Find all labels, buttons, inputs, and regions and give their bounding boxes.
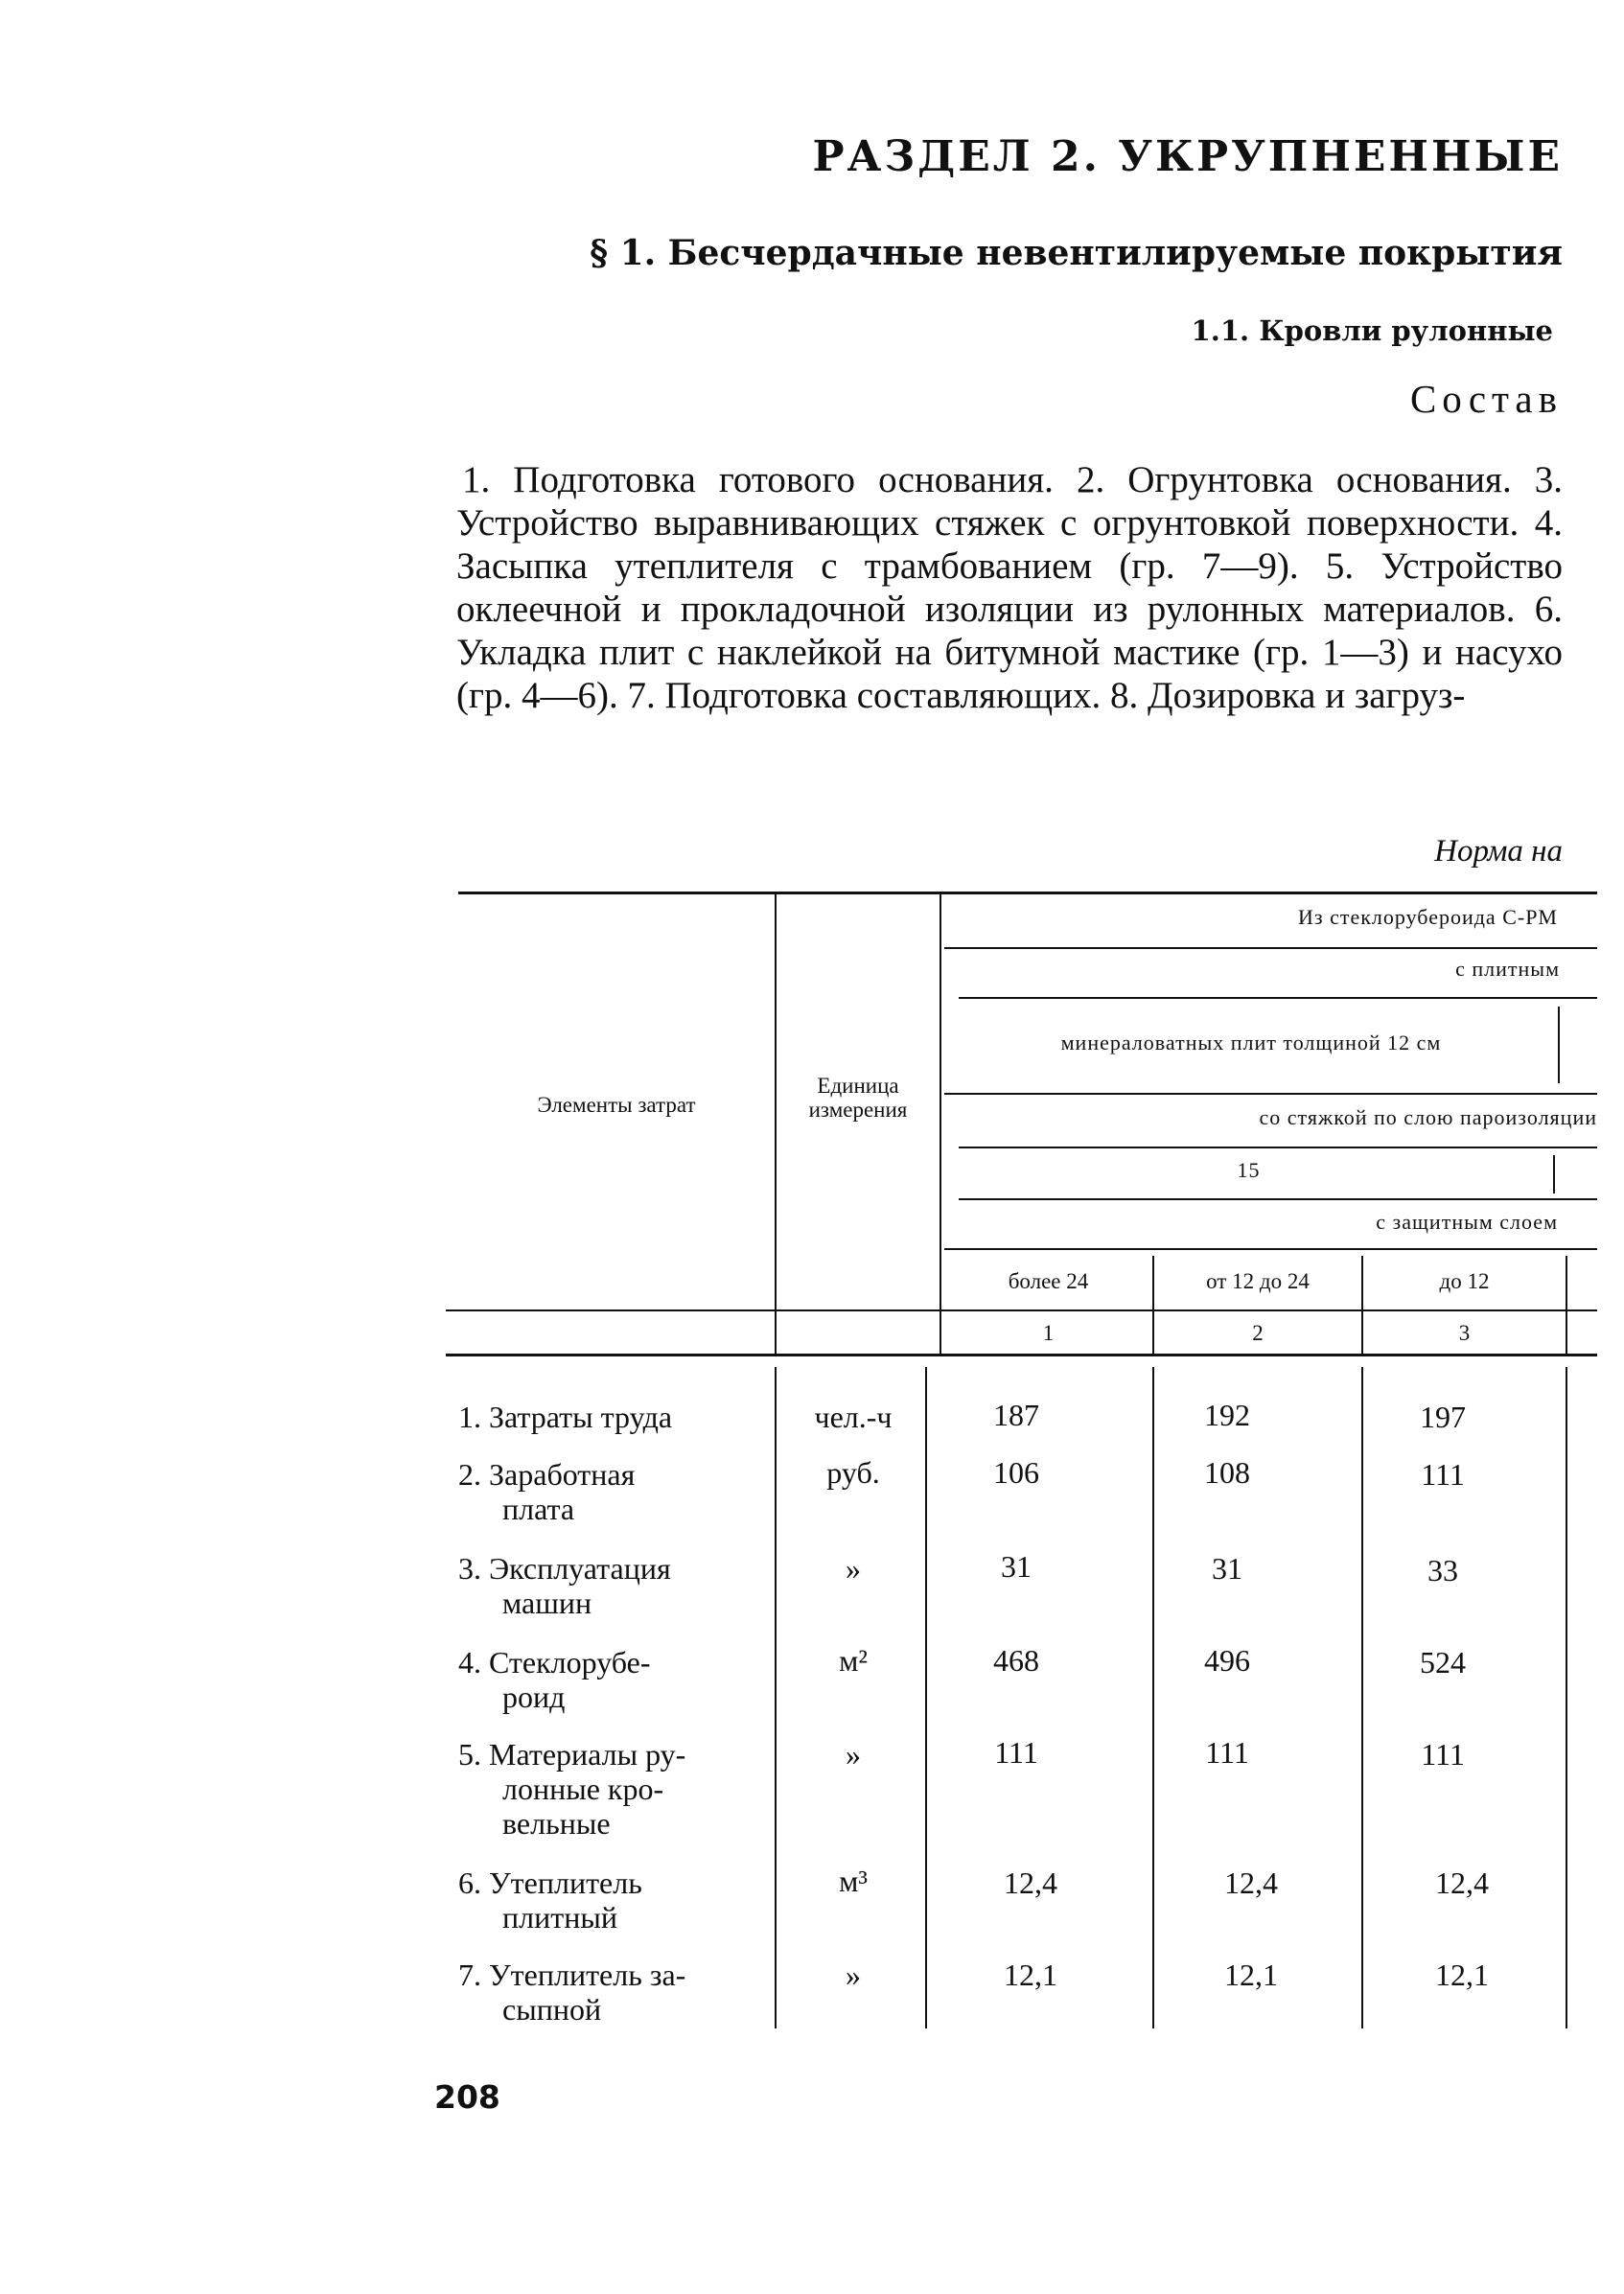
row-label-line: роид	[502, 1680, 566, 1714]
table-rule	[446, 1309, 1597, 1311]
table-cell-value: 111	[994, 1735, 1038, 1770]
table-cell-value: 111	[1205, 1735, 1249, 1770]
row-label-line: сыпной	[502, 1992, 602, 2027]
table-rule	[959, 997, 1597, 999]
table-row-label	[458, 1645, 746, 1714]
table-cell-unit: м²	[839, 1643, 868, 1678]
table-cell-value: 192	[1204, 1398, 1250, 1432]
norm-caption: Норма на	[1434, 834, 1563, 869]
subsection-title: 1.1. Кровли рулонные	[1191, 314, 1553, 347]
table-cell-value: 12,4	[1004, 1865, 1057, 1900]
composition-text: 1. Подготовка готового основания. 2. Огрунтовка основания. 3. Устройство выравнивающих стяжек с огрунтовкой поверхности. 4. Засыпка утеплителя с трамбованием (гр. 7—9). 5. Устройство оклеечной и прокладочной изоляции из рулонных материалов. 6. Укладка плит с наклейкой на битумной мастике (гр. 1—3) и насухо (гр. 4—6). 7. Подготовка составляющих. 8. Дозировка и загруз-	[456, 459, 1563, 716]
paragraph-title: § 1. Бесчердачные невентилируемые покрытия	[590, 233, 1563, 273]
table-cell-value: 106	[993, 1455, 1039, 1490]
table-cell-value: 111	[1421, 1737, 1465, 1772]
table-cell-value: 12,4	[1224, 1865, 1278, 1900]
table-cell-value: 496	[1204, 1643, 1250, 1678]
header-unit-line1: Единица	[817, 1074, 899, 1098]
subheader: до 12	[1439, 1269, 1490, 1293]
table-row-label	[458, 1551, 746, 1620]
page-number: 208	[434, 2078, 500, 2116]
table-cell-value: 31	[1001, 1549, 1032, 1584]
row-label-line: 6. Утеплитель	[458, 1865, 642, 1900]
row-label-line: лонные кро-	[502, 1772, 664, 1806]
table-cell-value: 12,1	[1224, 1958, 1278, 1992]
table-vrule	[1566, 1367, 1567, 2028]
table-cell-unit: »	[846, 1737, 861, 1772]
table-cell-value: 31	[1212, 1551, 1242, 1586]
table-cell-value: 12,4	[1435, 1865, 1489, 1900]
row-label-line: 2. Заработная	[458, 1457, 636, 1492]
table-row-label	[458, 1865, 746, 1935]
table-cell-unit: »	[846, 1551, 861, 1586]
table-cell-value: 33	[1427, 1553, 1458, 1587]
table-vrule	[1558, 1007, 1560, 1083]
table-cell-value: 187	[993, 1398, 1039, 1432]
row-label-line: вельные	[502, 1806, 611, 1841]
header-unit-line2: измерения	[808, 1098, 908, 1122]
table-cell-value: 108	[1204, 1455, 1250, 1490]
row-label-line: 7. Утеплитель за-	[458, 1958, 686, 1992]
header-plate: с плитным	[1455, 957, 1560, 981]
table-cell-value: 197	[1420, 1400, 1466, 1434]
header-elements: Элементы затрат	[537, 1093, 696, 1117]
table-vrule	[775, 893, 777, 1354]
row-label-line: 1. Затраты труда	[458, 1400, 673, 1434]
table-row-label	[458, 1400, 746, 1434]
subheader: более 24	[1008, 1269, 1089, 1293]
column-number: 1	[1042, 1321, 1055, 1345]
table-rule	[959, 1147, 1597, 1148]
table-top-rule	[458, 892, 1597, 894]
table-vrule	[1361, 1367, 1363, 2028]
table-cell-value: 524	[1420, 1645, 1466, 1680]
row-label-line: плитный	[502, 1900, 617, 1935]
header-screed: со стяжкой по слою пароизоляции	[1259, 1105, 1597, 1129]
row-label-line: машин	[502, 1586, 592, 1620]
subheader: от 12 до 24	[1206, 1269, 1310, 1293]
row-label-line: 3. Эксплуатация	[458, 1551, 671, 1586]
header-unit	[777, 1074, 940, 1122]
table-header-bottom-rule	[446, 1354, 1597, 1356]
header-mineral: минераловатных плит толщиной 12 см	[1060, 1031, 1442, 1054]
table-vrule	[925, 1367, 927, 2028]
section-title: РАЗДЕЛ 2. УКРУПНЕННЫЕ	[812, 132, 1563, 181]
column-number: 3	[1458, 1321, 1471, 1345]
table-row-label	[458, 1958, 746, 2027]
composition-title: Состав	[1409, 377, 1563, 421]
table-vrule	[775, 1367, 777, 2028]
table-rule	[944, 1248, 1597, 1250]
table-rule	[944, 1093, 1597, 1095]
table-cell-unit: чел.-ч	[814, 1400, 893, 1434]
row-label-line: 5. Материалы ру-	[458, 1737, 686, 1772]
table-vrule	[1553, 1155, 1555, 1193]
header-thickness: 15	[1237, 1158, 1261, 1182]
table-cell-value: 111	[1421, 1457, 1465, 1492]
table-row-label	[458, 1737, 746, 1841]
header-protective: с защитным слоем	[1376, 1210, 1558, 1234]
row-label-line: плата	[502, 1492, 575, 1526]
table-cell-value: 12,1	[1435, 1958, 1489, 1992]
table-cell-unit: м³	[839, 1864, 868, 1898]
table-cell-unit: »	[846, 1958, 861, 1992]
row-label-line: 4. Стеклорубе-	[458, 1645, 651, 1680]
table-rule	[959, 1198, 1597, 1200]
table-vrule	[940, 893, 941, 1354]
table-cell-unit: руб.	[826, 1455, 880, 1490]
table-vrule	[1152, 1367, 1154, 2028]
table-cell-value: 468	[993, 1643, 1039, 1678]
table-row-label	[458, 1457, 746, 1526]
column-number: 2	[1252, 1321, 1264, 1345]
table-vrule	[1566, 1256, 1567, 1354]
table-rule	[944, 947, 1597, 949]
table-cell-value: 12,1	[1004, 1958, 1057, 1992]
header-material: Из стеклорубероида С-РМ	[1297, 905, 1558, 929]
